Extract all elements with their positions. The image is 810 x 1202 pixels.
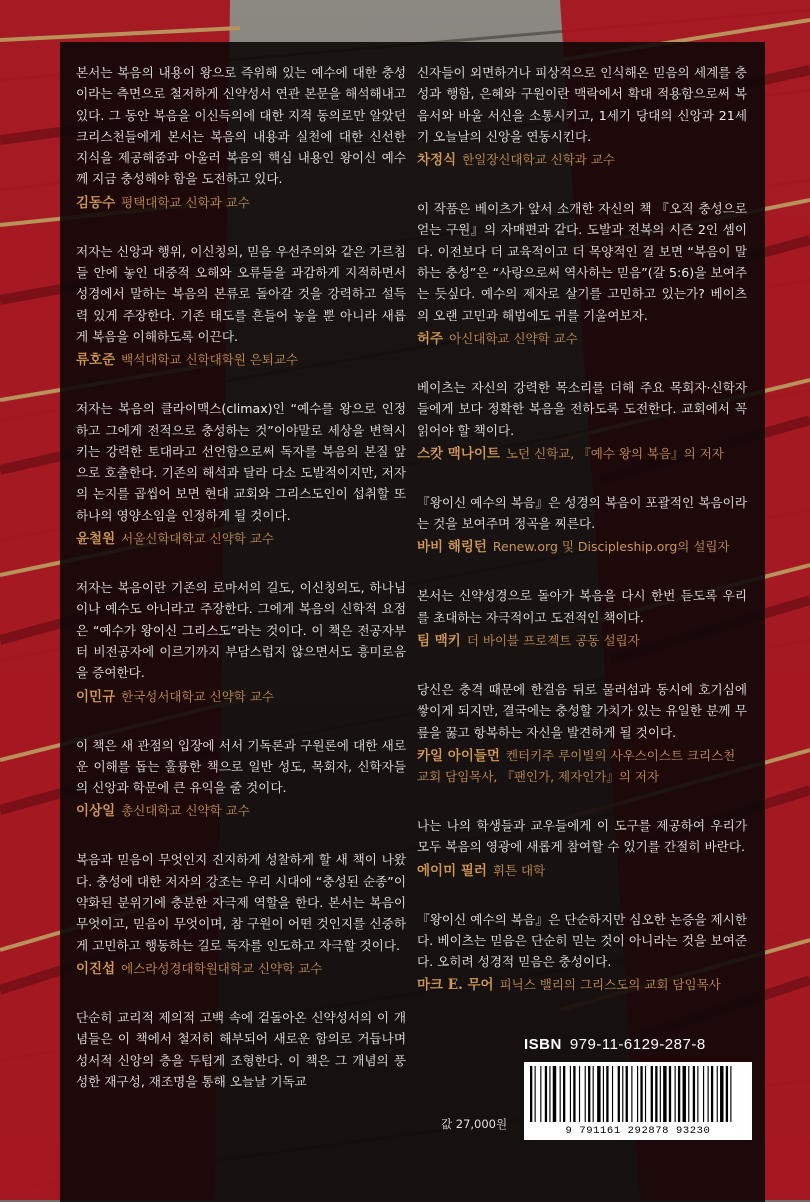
endorsement-attribution xyxy=(417,860,747,881)
endorser-affiliation: 서울신학대학교 신약학 교수 xyxy=(121,531,274,547)
endorser-name: 차정식 xyxy=(417,152,457,169)
endorsement-text: 나는 나의 학생들과 교우들에게 이 도구를 제공하여 우리가 모두 복음의 영광에 새롭게 참여할 수 있기를 간절히 바란다. xyxy=(417,817,747,855)
endorser-name: 바비 해링턴 xyxy=(417,539,487,556)
endorsement-text: 베이츠는 자신의 강력한 목소리를 더해 주요 목회자·신학자들에게 보다 정확한 복음을 전하도록 도전한다. 교회에서 꼭 읽어야 할 책이다. xyxy=(417,379,747,438)
endorsement-text: 이 작품은 베이츠가 앞서 소개한 자신의 책 『오직 충성으로 얻는 구원』의 자매편과 같다. 도발과 전복의 시즌 2인 셈이다. 이전보다 더 교육적이고 더 목양적인 걸 보면 “복음이 말하는 충성”은 “사랑으로써 역사하는 믿음”(갈 5:6)을 보여주는 듯싶다. 예수의 제자로 살기를 고민하고 있는가? 베이츠의 오랜 고민과 해법에도 귀를 기울여보자. xyxy=(417,201,747,323)
endorsement-text: 신자들이 외면하거나 피상적으로 인식해온 믿음의 세계를 충성과 행함, 은혜와 구원이란 맥락에서 확대 적용함으로써 복음서와 바울 서신을 소통시키고, 1세기 당대의 신앙과 21세기 오늘날의 신앙을 연동시킨다. xyxy=(417,65,747,144)
endorsement xyxy=(76,241,406,370)
endorsement-text: 복음과 믿음이 무엇인지 진지하게 성찰하게 할 새 책이 나왔다. 충성에 대한 저자의 강조는 우리 시대에 “충성된 순종”이 약화된 분위기에 충분한 자극제 역할을 한다. 본서는 복음이 무엇이고, 믿음이 무엇이며, 참 구원이 어떤 것인지를 신중하게 고민하고 행동하는 길로 독자를 인도하고 자극할 것이다. xyxy=(76,852,406,953)
endorser-affiliation: 평택대학교 신학과 교수 xyxy=(121,194,250,210)
endorsement xyxy=(76,62,406,213)
endorser-affiliation: 노던 신학교, 『예수 왕의 복음』의 저자 xyxy=(505,445,724,461)
endorsement-text: 본서는 신약성경으로 돌아가 복음을 다시 한번 듣도록 우리를 초대하는 자극적이고 도전적인 책이다. xyxy=(417,588,747,625)
endorser-name: 팀 맥키 xyxy=(417,633,461,650)
endorsement-attribution xyxy=(417,443,747,464)
endorsement-text: 저자는 복음이란 기존의 로마서의 길도, 이신칭의도, 하나님이나 예수도 아니라고 주장한다. 그에게 복음의 신학적 요점은 “예수가 왕이신 그리스도”라는 것이다. 이 책은 전공자부터 비전공자에 이르기까지 부담스럽지 않으면서도 흥미로움을 증여한다. xyxy=(76,580,406,681)
barcode xyxy=(524,1062,752,1140)
barcode-digits: 9 791161 292878 93230 xyxy=(565,1125,711,1137)
endorser-affiliation: 에스라성경대학원대학교 신약학 교수 xyxy=(121,960,323,976)
endorsement-attribution xyxy=(417,149,747,170)
endorser-name: 이상일 xyxy=(76,803,116,820)
isbn-line xyxy=(524,1036,706,1053)
endorser-affiliation: 더 바이블 프로젝트 공동 설립자 xyxy=(466,633,640,649)
endorser-affiliation: 총신대학교 신약학 교수 xyxy=(121,803,250,819)
endorsement xyxy=(417,679,747,787)
endorsement-attribution xyxy=(417,328,747,349)
endorsement-attribution xyxy=(76,349,406,370)
endorser-name: 마크 E. 무어 xyxy=(417,977,494,994)
endorsement xyxy=(417,62,747,170)
endorsement xyxy=(76,398,406,549)
endorsement-text: 저자는 신앙과 행위, 이신칭의, 믿음 우선주의와 같은 가르침들 안에 놓인 대중적 오해와 오류들을 과감하게 지적하면서 성경에서 말하는 복음의 본류로 돌아갈 것을 강력하고 설득력 있게 주장한다. 기존 태도를 흔들어 놓을 뿐 아니라 새롭게 복음을 이해하도록 이끈다. xyxy=(76,243,406,344)
endorser-affiliation: Renew.org 및 Discipleship.org의 설립자 xyxy=(492,539,730,555)
endorser-name: 스캇 맥나이트 xyxy=(417,445,500,462)
endorsement-attribution xyxy=(76,686,406,707)
endorsement-attribution xyxy=(417,630,747,651)
endorsement-attribution xyxy=(76,192,406,213)
endorsement-attribution xyxy=(76,958,406,979)
endorsement xyxy=(417,377,747,464)
endorsement-text: 저자는 복음의 클라이맥스(climax)인 “예수를 왕으로 인정하고 그에게 전적으로 충성하는 것”이야말로 세상을 변혁시키는 강력한 토대라고 선언함으로써 독자를 복음의 본질 앞으로 호출한다. 기존의 해석과 달라 다소 도발적이지만, 저자의 논지를 곱씹어 보면 현대 교회와 그리스도인이 섭취할 또 하나의 영양소임을 인정하게 될 것이다. xyxy=(76,401,406,523)
barcode-bars xyxy=(524,1062,752,1124)
endorsement xyxy=(417,585,747,651)
endorsement xyxy=(76,849,406,978)
endorser-affiliation: 백석대학교 신학대학원 은퇴교수 xyxy=(121,352,299,368)
left-endorsement-column xyxy=(76,62,406,1120)
endorsement-attribution xyxy=(76,800,406,821)
endorsement-text: 『왕이신 예수의 복음』은 성경의 복음이 포괄적인 복음이라는 것을 보여주며 정곡을 찌른다. xyxy=(417,494,747,532)
endorsement xyxy=(76,735,406,822)
endorsement xyxy=(417,198,747,349)
endorsement-attribution xyxy=(417,974,747,995)
endorser-name: 허주 xyxy=(417,330,444,347)
endorser-name: 이민규 xyxy=(76,688,116,705)
price: 값 27,000원 xyxy=(441,1117,508,1131)
isbn-number: 979-11-6129-287-8 xyxy=(569,1036,706,1053)
endorsement xyxy=(417,815,747,881)
endorser-affiliation: 한국성서대학교 신약학 교수 xyxy=(121,688,274,704)
endorsement-text: 단순히 교리적 제의적 고백 속에 겉돌아온 신약성서의 이 개념들은 이 책에서 철저히 해부되어 새로운 함의로 거듭나며 성서적 신앙의 층을 두텁게 조형한다. 이 책은 그 개념의 풍성한 재구성, 재조명을 통해 오늘날 기독교 xyxy=(76,1009,406,1089)
endorsement-text: 『왕이신 예수의 복음』은 단순하지만 심오한 논증을 제시한다. 베이츠는 믿음은 단순히 믿는 것이 아니라는 것을 보여준다. 오히려 성경적 믿음은 충성이다. xyxy=(417,911,747,970)
endorsement xyxy=(417,909,747,996)
endorser-affiliation: 휘튼 대학 xyxy=(492,862,546,878)
endorsement-text: 당신은 충격 때문에 한걸음 뒤로 물러섬과 동시에 호기심에 쌓이게 되지만, 결국에는 충성할 가치가 있는 유일한 분께 무릎을 꿇고 항복하는 자신을 발견하게 될 것이다. xyxy=(417,682,747,740)
endorser-name: 류호준 xyxy=(76,352,116,369)
endorser-affiliation: 켄터키주 루이빌의 사우스이스트 크리스천 교회 담임목사, 『팬인가, 제자인가』의 저자 xyxy=(417,747,736,784)
endorser-name: 김동수 xyxy=(76,194,116,211)
endorsement-attribution xyxy=(76,528,406,549)
isbn-label: ISBN xyxy=(524,1036,562,1053)
endorsement-attribution xyxy=(417,745,747,787)
endorser-affiliation: 한일장신대학교 신학과 교수 xyxy=(462,152,615,168)
endorsement xyxy=(76,1007,406,1092)
right-endorsement-column xyxy=(417,62,747,1023)
endorsement xyxy=(76,577,406,706)
endorser-affiliation: 아신대학교 신약학 교수 xyxy=(449,330,578,346)
endorser-name: 윤철원 xyxy=(76,531,116,548)
endorser-name: 이진섭 xyxy=(76,960,116,977)
endorsement-text: 본서는 복음의 내용이 왕으로 즉위해 있는 예수에 대한 충성이라는 측면으로 철저하게 신약성서 연관 본문을 해석해내고 있다. 그 동안 복음을 이신득의에 대한 지적 동의로만 알았던 크리스천들에게 본서는 복음의 내용과 실천에 대한 신선한 지식을 제공해줌과 아울러 복음의 핵심 내용인 왕이신 예수께 지금 충성해야 함을 도전하고 있다. xyxy=(76,65,406,187)
endorsement-text: 이 책은 새 관점의 입장에 서서 기독론과 구원론에 대한 새로운 이해를 돕는 훌륭한 책으로 일반 성도, 목회자, 신학자들의 신앙과 학문에 큰 유익을 줄 것이다. xyxy=(76,737,406,796)
endorsement xyxy=(417,492,747,558)
endorser-affiliation: 피닉스 밸리의 그리스도의 교회 담임목사 xyxy=(499,977,721,993)
endorsement-attribution xyxy=(417,536,747,557)
endorser-name: 카일 아이들먼 xyxy=(417,747,500,764)
endorser-name: 에이미 필러 xyxy=(417,862,487,879)
